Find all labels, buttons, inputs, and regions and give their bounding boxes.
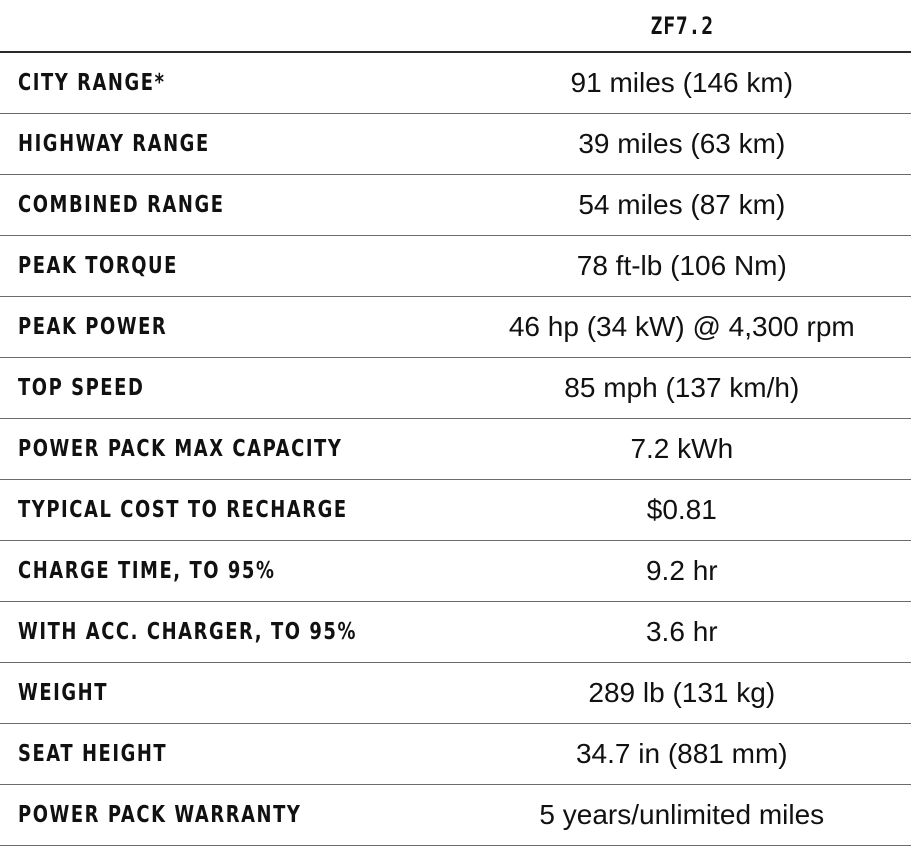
spec-label-text: PEAK POWER xyxy=(18,314,168,340)
table-row xyxy=(0,419,911,480)
spec-value: 3.6 hr xyxy=(453,602,911,663)
table-row xyxy=(0,724,911,785)
table-row xyxy=(0,541,911,602)
spec-value: 7.2 kWh xyxy=(453,419,911,480)
spec-value: 289 lb (131 kg) xyxy=(453,663,911,724)
spec-label-text: CHARGE TIME, TO 95% xyxy=(18,558,276,584)
spec-label xyxy=(0,175,453,236)
spec-value: 5 years/unlimited miles xyxy=(453,785,911,846)
spec-label-text: SEAT HEIGHT xyxy=(18,741,168,767)
spec-value: 46 hp (34 kW) @ 4,300 rpm xyxy=(453,297,911,358)
model-header-cell xyxy=(453,0,911,52)
spec-label xyxy=(0,602,453,663)
spec-value: $0.81 xyxy=(453,480,911,541)
spec-label xyxy=(0,297,453,358)
table-row xyxy=(0,358,911,419)
spec-label-text: TOP SPEED xyxy=(18,375,145,401)
spec-label xyxy=(0,785,453,846)
spec-label-text: POWER PACK WARRANTY xyxy=(18,802,302,828)
spec-label-text: HIGHWAY RANGE xyxy=(18,131,210,157)
table-row xyxy=(0,175,911,236)
spec-value: 9.2 hr xyxy=(453,541,911,602)
spec-label-text: TYPICAL COST TO RECHARGE xyxy=(18,497,348,523)
header-empty-cell xyxy=(0,0,453,52)
table-header-row xyxy=(0,0,911,52)
spec-label xyxy=(0,541,453,602)
spec-label-text: POWER PACK MAX CAPACITY xyxy=(18,436,343,462)
spec-label xyxy=(0,724,453,785)
spec-label-text: COMBINED RANGE xyxy=(18,192,225,218)
spec-label-text: WITH ACC. CHARGER, TO 95% xyxy=(18,619,357,645)
spec-value: 54 miles (87 km) xyxy=(453,175,911,236)
spec-label xyxy=(0,358,453,419)
table-row xyxy=(0,785,911,846)
spec-label-text: CITY RANGE* xyxy=(18,70,166,96)
table-row xyxy=(0,114,911,175)
table-row xyxy=(0,236,911,297)
spec-label xyxy=(0,480,453,541)
spec-label xyxy=(0,52,453,114)
spec-label xyxy=(0,236,453,297)
table-row xyxy=(0,480,911,541)
spec-label-text: PEAK TORQUE xyxy=(18,253,178,279)
spec-label-text: WEIGHT xyxy=(18,680,109,706)
spec-value: 34.7 in (881 mm) xyxy=(453,724,911,785)
spec-label xyxy=(0,114,453,175)
model-header: ZF7.2 xyxy=(650,11,714,40)
spec-value: 85 mph (137 km/h) xyxy=(453,358,911,419)
spec-value: 78 ft-lb (106 Nm) xyxy=(453,236,911,297)
table-row xyxy=(0,297,911,358)
table-row xyxy=(0,663,911,724)
spec-value: 91 miles (146 km) xyxy=(453,52,911,114)
spec-label xyxy=(0,419,453,480)
table-row xyxy=(0,52,911,114)
spec-value: 39 miles (63 km) xyxy=(453,114,911,175)
table-row xyxy=(0,602,911,663)
spec-label xyxy=(0,663,453,724)
